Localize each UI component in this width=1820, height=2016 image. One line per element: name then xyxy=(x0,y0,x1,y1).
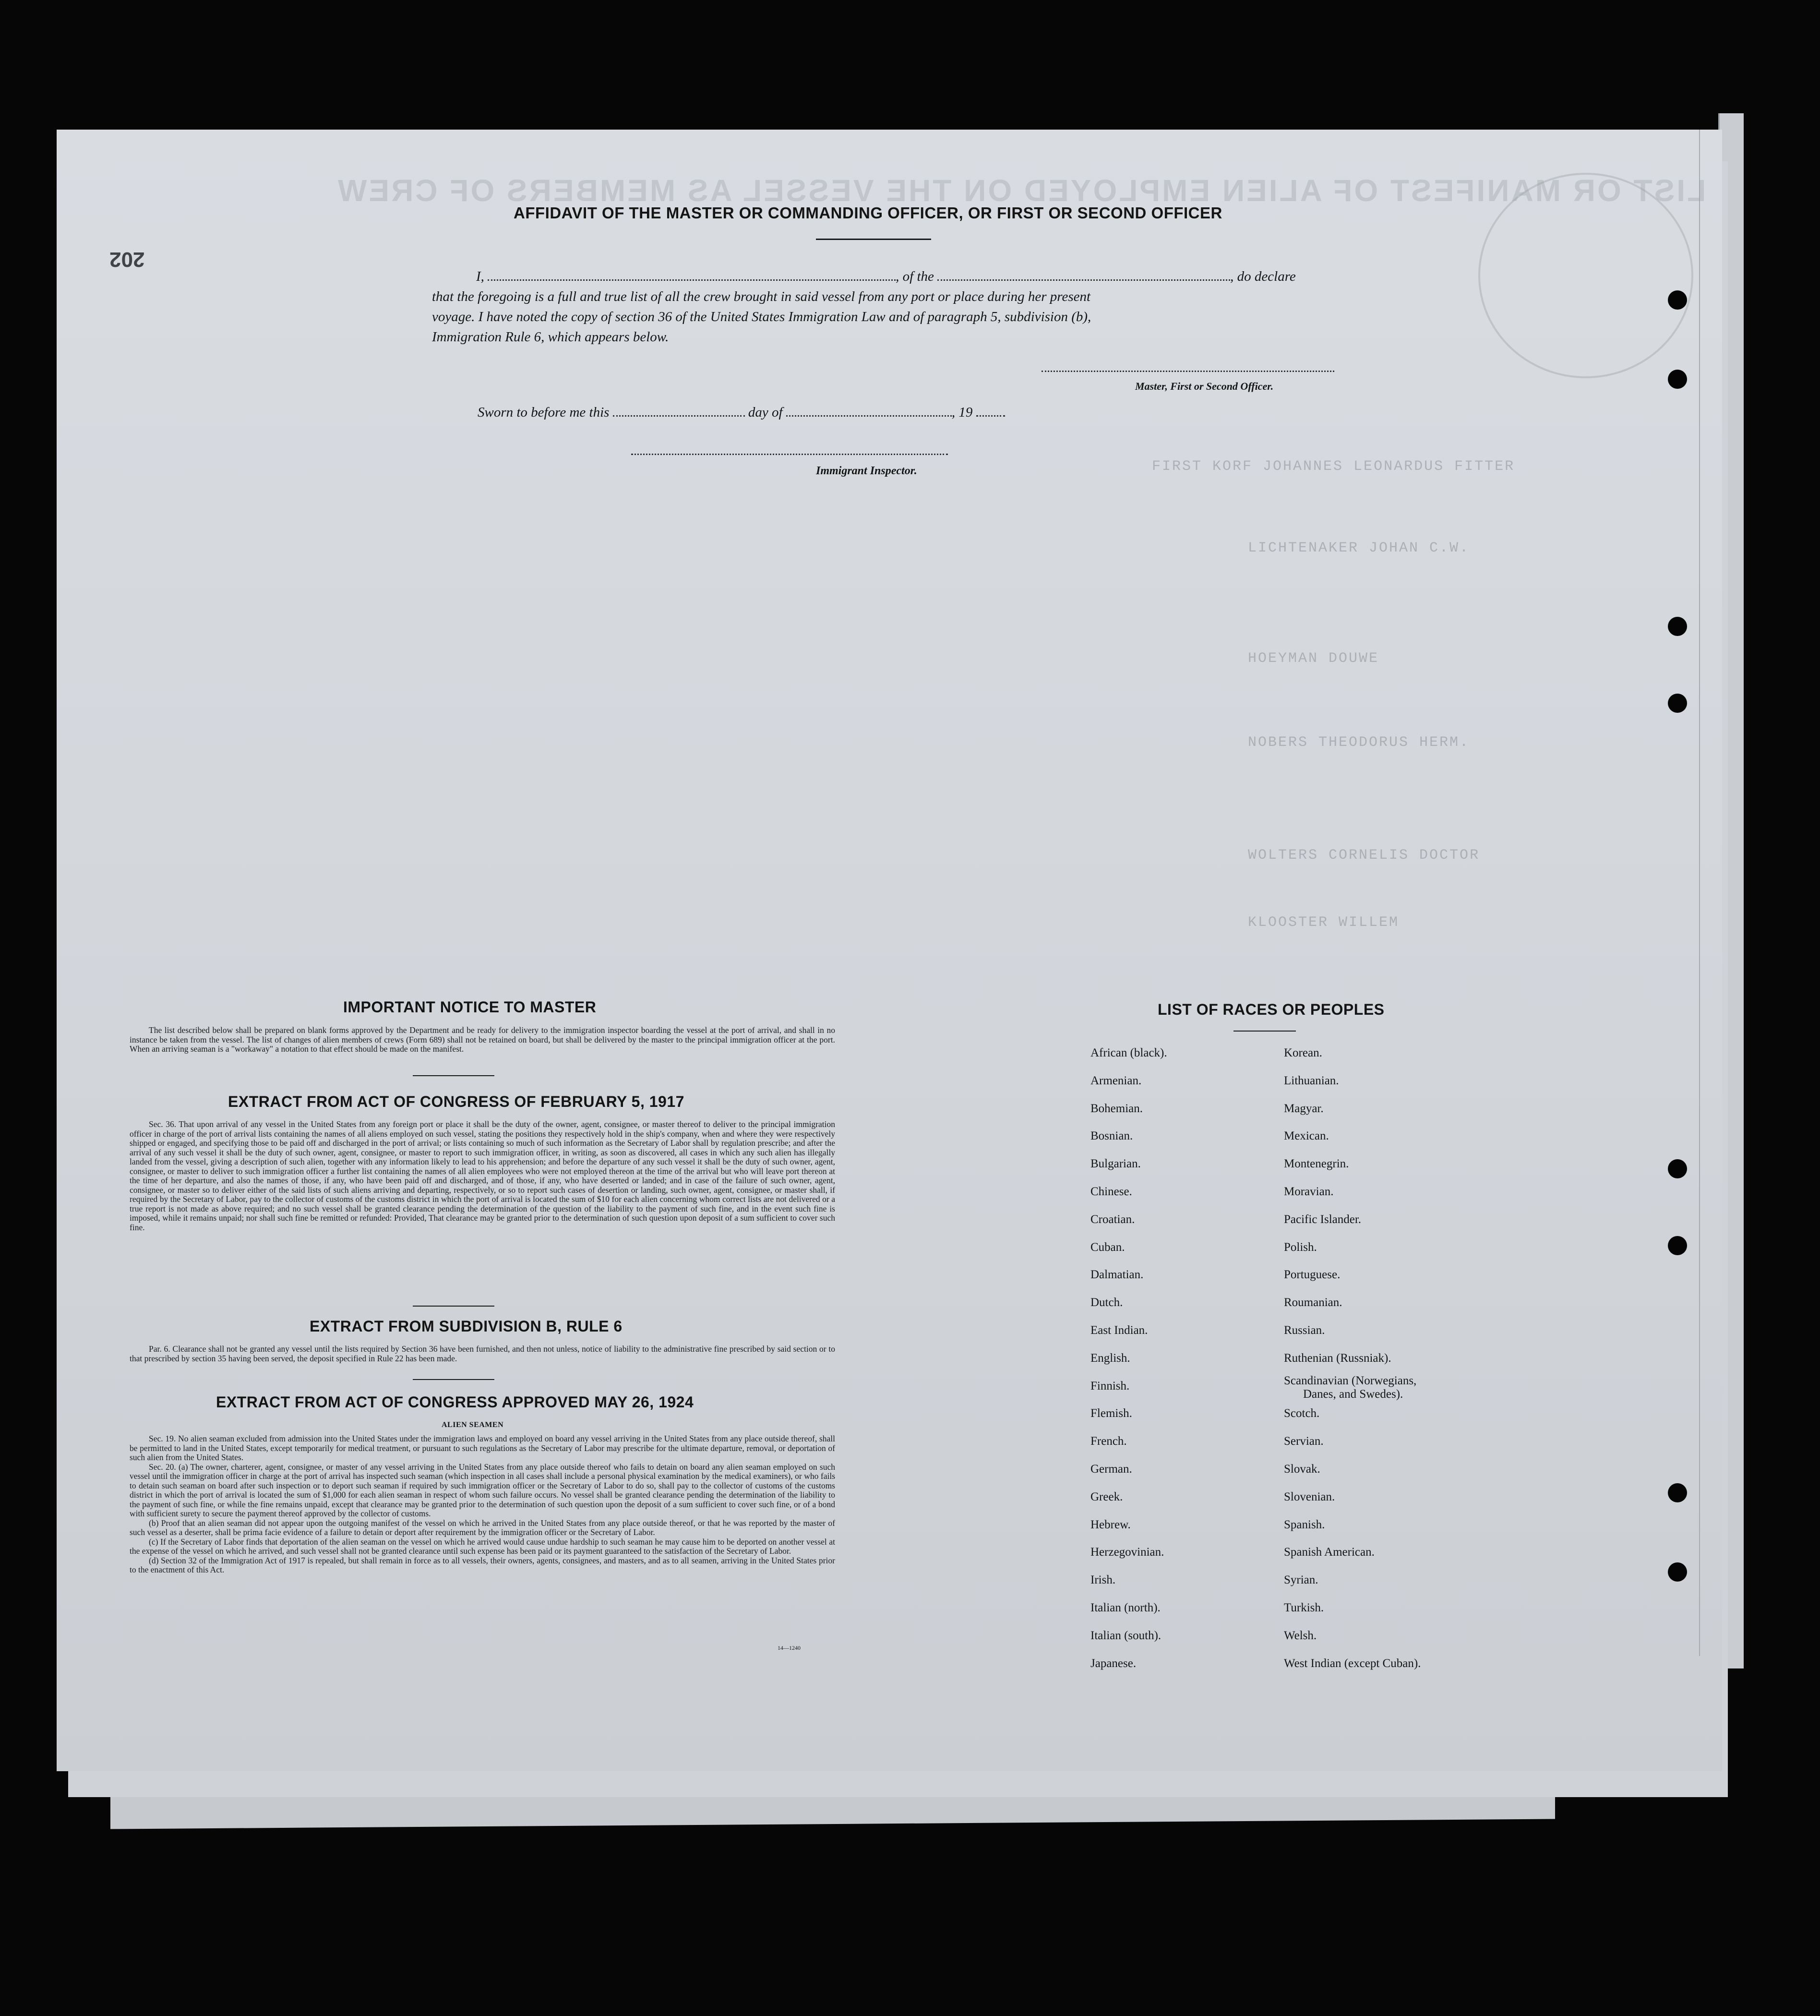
extract-1917-title: EXTRACT FROM ACT OF CONGRESS OF FEBRUARY 5, 1917 xyxy=(228,1093,684,1110)
race-item: Spanish. xyxy=(1284,1518,1325,1531)
bleed-through-row: LICHTENAKER JOHAN C.W. xyxy=(1248,540,1470,556)
extract-1924-text xyxy=(130,1434,835,1575)
i-label: I, xyxy=(476,269,484,284)
race-item: Moravian. xyxy=(1284,1185,1334,1198)
divider xyxy=(413,1306,494,1307)
race-item: Finnish. xyxy=(1090,1379,1130,1392)
race-item: Greek. xyxy=(1090,1490,1123,1503)
punch-hole xyxy=(1668,617,1687,636)
sec-20a-paragraph: Sec. 20. (a) The owner, charterer, agent, consignee, or master of any vessel arriving in the United States from any place outside thereof who fails to detain on board any alien seaman employed on such vessel until the immigration officer in charge at the port of arrival has inspected such seaman (which inspection in all cases shall include a personal physical examination by the medical examiners), or who fails to detain such seaman on board after such inspection or to deport such seaman if required by such immigration officer or the Secretary of Labor to do so, shall pay to the collector of customs of the customs district in which the port of arrival is located the sum of $1,000 for each alien seaman in respect of whom such failure occurs. No vessel shall be granted clearance pending the determination of the liability to the payment of such fine, or while the fine remains unpaid, except that clearance may be granted prior to the determination of such question upon the deposit of a sum sufficient to cover such fine, or of a bond with sufficient surety to secure the payment thereof approved by the collector of customs. xyxy=(130,1462,835,1518)
race-item: Magyar. xyxy=(1284,1102,1324,1115)
race-item: Welsh. xyxy=(1284,1629,1317,1642)
affidavit-text-line: Immigration Rule 6, which appears below. xyxy=(432,329,669,345)
race-item-line: Scandinavian (Norwegians, xyxy=(1284,1374,1417,1387)
race-item: Servian. xyxy=(1284,1435,1324,1448)
race-item: Spanish American. xyxy=(1284,1546,1375,1559)
race-item: Bohemian. xyxy=(1090,1102,1143,1115)
race-item: Armenian. xyxy=(1090,1074,1142,1087)
affidavit-text-line: voyage. I have noted the copy of section 36 of the United States Immigration Law and of paragraph 5, subdivision (b), xyxy=(432,309,1091,324)
race-item: Polish. xyxy=(1284,1240,1317,1254)
sec-20d-paragraph: (d) Section 32 of the Immigration Act of 1917 is repealed, but shall remain in force as to all vessels, their owners, agents, consignees, and masters, and as to all seamen, arriving in the United States prior to the enactment of this Act. xyxy=(130,1555,835,1574)
race-item: Irish. xyxy=(1090,1573,1116,1587)
race-item: Mexican. xyxy=(1284,1129,1329,1143)
punch-hole xyxy=(1668,290,1687,310)
divider xyxy=(1233,1031,1296,1032)
race-item: Russian. xyxy=(1284,1323,1325,1337)
master-signature-line[interactable] xyxy=(1042,371,1334,372)
sworn-month-field[interactable] xyxy=(786,415,952,417)
punch-hole xyxy=(1668,1159,1687,1178)
race-item: Slovenian. xyxy=(1284,1490,1335,1503)
bleed-through-row: KLOOSTER WILLEM xyxy=(1248,914,1400,931)
extract-rule6-title: EXTRACT FROM SUBDIVISION B, RULE 6 xyxy=(310,1318,623,1335)
race-item: Portuguese. xyxy=(1284,1268,1341,1282)
race-item xyxy=(1284,1372,1421,1400)
race-item: Montenegrin. xyxy=(1284,1157,1349,1171)
name-field[interactable] xyxy=(488,279,896,281)
races-title: LIST OF RACES OR PEOPLES xyxy=(1158,1001,1385,1018)
race-item: African (black). xyxy=(1090,1046,1167,1059)
par-6-paragraph: Par. 6. Clearance shall not be granted any vessel until the lists required by Section 36 have been furnished, and then not unless, notice of liability to the administrative fine prescribed by said section or to that prescribed by section 35 having been served, the deposit specified in Rule 22 has been made. xyxy=(130,1344,835,1363)
punch-hole xyxy=(1668,1483,1687,1502)
master-signature-label: Master, First or Second Officer. xyxy=(1135,380,1274,392)
bleed-through-row: WOLTERS CORNELIS DOCTOR xyxy=(1248,847,1480,864)
bleed-through-row: NOBERS THEODORUS HERM. xyxy=(1248,734,1470,751)
race-item: Hebrew. xyxy=(1090,1518,1131,1531)
punch-hole xyxy=(1668,1562,1687,1582)
affidavit-body xyxy=(432,266,1353,347)
form-number: 14—1240 xyxy=(778,1644,801,1651)
extract-1917-text xyxy=(130,1120,835,1232)
race-item: Japanese. xyxy=(1090,1656,1137,1670)
punch-hole xyxy=(1668,694,1687,713)
race-item: West Indian (except Cuban). xyxy=(1284,1656,1421,1670)
race-item: Chinese. xyxy=(1090,1185,1132,1198)
race-item: Pacific Islander. xyxy=(1284,1212,1362,1226)
do-declare-label: , do declare xyxy=(1230,269,1296,284)
sec-20c-paragraph: (c) If the Secretary of Labor finds that deportation of the alien seaman on the vessel on which he arrived would cause undue hardship to such seaman he may cause him to be deported on another vessel at the expense of the vessel on which he arrived, and such vessel shall not be granted clearance until such expense has been paid or its payment guaranteed to the satisfaction of the Secretary of Labor. xyxy=(130,1536,835,1556)
race-item: Italian (north). xyxy=(1090,1601,1161,1614)
notice-text xyxy=(130,1026,835,1054)
notice-paragraph: The list described below shall be prepared on blank forms approved by the Department and be ready for delivery to the immigration inspector boarding the vessel at the port of arrival, and shall in no instance be taken from the vessel. The list of changes of alien members of crews (Form 689) shall not be retained on board, but shall be delivered by the master to the principal immigration officer at the port. When an arriving seaman is a "workaway" a notation to that effect should be made on the manifest. xyxy=(130,1025,835,1054)
sworn-year-field[interactable] xyxy=(976,415,1005,417)
extract-rule6-text xyxy=(130,1344,835,1363)
bleed-through-row: HOEYMAN DOUWE xyxy=(1248,650,1379,667)
race-item: Bulgarian. xyxy=(1090,1157,1141,1171)
punch-hole xyxy=(1668,1236,1687,1255)
affidavit-text-line: that the foregoing is a full and true list of all the crew brought in said vessel from any port or place during her present xyxy=(432,289,1091,304)
race-item: German. xyxy=(1090,1462,1132,1476)
section-36-paragraph: Sec. 36. That upon arrival of any vessel in the United States from any foreign port or place it shall be the duty of the owner, agent, consignee, or master thereof to deliver to the principal immigration officer in charge of the port of arrival lists containing the names of all aliens employed on such vessel, stating the positions they respectively hold in the ship's company, when and where they were respectively shipped or engaged, and specifying those to be paid off and discharged in the port of arrival; or lists containing so much of such information as the Secretary of Labor shall by regulation prescribe; and after the arrival of any such vessel it shall be the duty of such owner, agent, consignee, or master to report to such immigration officer, in writing, as soon as discovered, all cases in which any such alien has illegally landed from the vessel, giving a description of such alien, together with any information likely to lead to his apprehension; and before the departure of any such vessel it shall be the duty of such owner, agent, consignee, or master to deliver to such immigration officer a further list containing the names of all alien employees who were not employed thereon at the time of the arrival but who will leave port thereon at the time of her departure, and also the names of those, if any, who have been paid off and discharged, and of those, if any, who have deserted or landed; and in case of the failure of such owner, agent, consignee, or master so to deliver either of the said lists of such aliens arriving and departing, respectively, or so to report such cases of desertion or landing, such owner, agent, consignee, or master shall, if required by the Secretary of Labor, pay to the collector of customs of the customs district in which the port of arrival is located the sum of $10 for each alien concerning whom correct lists are not delivered or a true report is not made as above required; and no such vessel shall be granted clearance pending the determination of the question of the liability to the payment of such fine, and in the event such fine is imposed, while it remains unpaid; nor shall such fine be remitted or refunded: Provided, That clearance may be granted prior to the determination of such question upon deposit of a sum sufficient to cover such fine. xyxy=(130,1119,835,1232)
race-item: Roumanian. xyxy=(1284,1296,1342,1309)
race-item: East Indian. xyxy=(1090,1323,1148,1337)
race-item: Lithuanian. xyxy=(1284,1074,1339,1087)
of-the-label: , of the xyxy=(896,269,934,284)
race-item: Cuban. xyxy=(1090,1240,1125,1254)
sworn-label: Sworn to before me this xyxy=(478,405,610,420)
race-item: Korean. xyxy=(1284,1046,1322,1059)
race-item: Bosnian. xyxy=(1090,1129,1133,1143)
race-item: Dutch. xyxy=(1090,1296,1123,1309)
margin-rule xyxy=(1699,130,1700,1656)
alien-seamen-subtitle: ALIEN SEAMEN xyxy=(442,1421,504,1429)
race-item: Croatian. xyxy=(1090,1212,1135,1226)
race-item: Flemish. xyxy=(1090,1407,1132,1420)
race-item: Herzegovinian. xyxy=(1090,1546,1164,1559)
race-item: Scotch. xyxy=(1284,1407,1320,1420)
race-item: Turkish. xyxy=(1284,1601,1324,1614)
sec-20b-paragraph: (b) Proof that an alien seaman did not appear upon the outgoing manifest of the vessel on which he arrived in the United States from any place outside thereof, or that he was reported by the master of such vessel as a deserter, shall be prima facie evidence of a failure to detain or deport after requirement by the immigration officer or the Secretary of Labor. xyxy=(130,1518,835,1537)
extract-1924-title: EXTRACT FROM ACT OF CONGRESS APPROVED MAY 26, 1924 xyxy=(216,1393,694,1411)
sworn-line xyxy=(478,402,1005,422)
stamp-number: 202 xyxy=(109,248,145,271)
sworn-day-field[interactable] xyxy=(613,415,745,417)
race-item: Italian (south). xyxy=(1090,1629,1161,1642)
affidavit-title: AFFIDAVIT OF THE MASTER OR COMMANDING OFFICER, OR FIRST OR SECOND OFFICER xyxy=(514,204,1222,222)
bleed-through-row: FIRST KORF JOHANNES LEONARDUS FITTER xyxy=(1152,458,1515,475)
races-left-column xyxy=(1090,1039,1167,1677)
notice-title: IMPORTANT NOTICE TO MASTER xyxy=(343,998,597,1016)
race-item: Ruthenian (Russniak). xyxy=(1284,1351,1391,1365)
race-item: Dalmatian. xyxy=(1090,1268,1144,1282)
race-item: French. xyxy=(1090,1435,1127,1448)
sec-19-paragraph: Sec. 19. No alien seaman excluded from admission into the United States under the immigration laws and employed on board any vessel arriving in the United States from any place outside thereof, shall be permitted to land in the United States, except temporarily for medical treatment, or pursuant to such regulations as the Secretary of Labor may prescribe for the ultimate departure, removal, or deportation of such alien from the United States. xyxy=(130,1434,835,1462)
race-item: Syrian. xyxy=(1284,1573,1318,1587)
divider xyxy=(816,239,931,240)
divider xyxy=(413,1075,494,1076)
inspector-signature-line[interactable] xyxy=(631,454,948,455)
race-item: Slovak. xyxy=(1284,1462,1320,1476)
vessel-field[interactable] xyxy=(937,279,1230,281)
race-item: English. xyxy=(1090,1351,1130,1365)
day-of-label: day of xyxy=(748,405,783,420)
race-item-line: Danes, and Swedes). xyxy=(1303,1387,1403,1401)
races-right-column xyxy=(1284,1039,1421,1677)
punch-hole xyxy=(1668,370,1687,389)
year-label: , 19 xyxy=(951,405,973,420)
affidavit-declaration-line xyxy=(432,266,1353,287)
bleed-through-heading: LIST OR MANIFEST OF ALIEN EMPLOYED ON THE VESSEL AS MEMBERS OF CREW xyxy=(336,173,1706,208)
divider xyxy=(413,1379,494,1380)
inspector-signature-label: Immigrant Inspector. xyxy=(816,465,917,477)
